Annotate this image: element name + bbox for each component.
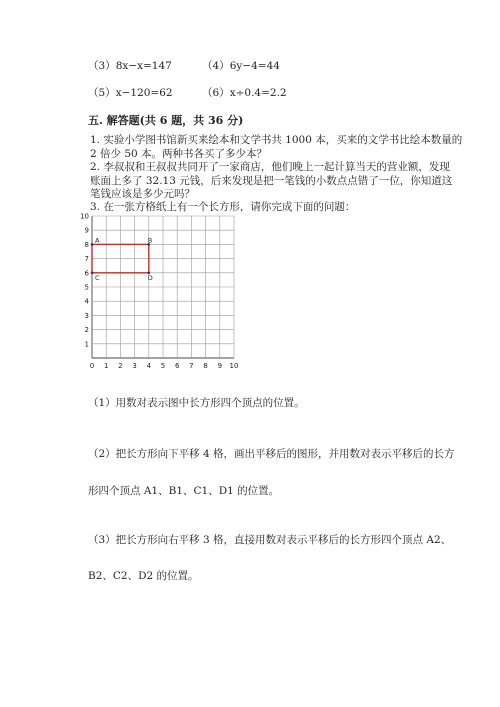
x-axis-tick-label: 5 <box>160 362 166 370</box>
x-axis-tick-label: 3 <box>132 362 137 370</box>
equation-6 <box>202 85 287 100</box>
x-axis-tick-label: 1 <box>103 362 109 370</box>
problem-3-line-1: 3. 在一张方格纸上有一个长方形，请你完成下面的问题： <box>90 201 356 213</box>
x-axis-tick-label: 9 <box>217 362 223 370</box>
problem-1 <box>90 134 463 161</box>
question-3-line-1: （3）把长方形向右平移 3 格，直接用数对表示平移后的长方形四个顶点 A2、 <box>88 534 452 546</box>
equation-expression: x−120=62 <box>115 87 173 99</box>
equation-3 <box>88 58 172 73</box>
problem-1-line-2: 2 倍少 50 本。两种书各买了多少本？ <box>90 147 268 160</box>
question-2-line-1: （2）把长方形向下平移 4 格，画出平移后的图形，并用数对表示平移后的长方 <box>88 448 455 460</box>
question-2-line-2: 形四个顶点 A1、B1、C1、D1 的位置。 <box>88 485 280 497</box>
equation-number: （3） <box>88 60 116 72</box>
equation-expression: 8x−x=147 <box>115 60 172 72</box>
x-axis-tick-label: 10 <box>229 362 239 370</box>
vertex-label: D <box>147 273 153 282</box>
section-title: 五. 解答题(共 6 题，共 36 分) <box>88 114 244 127</box>
equation-expression: 6y−4=44 <box>229 60 280 72</box>
vertex-point <box>91 243 94 246</box>
y-axis-tick-label: 1 <box>84 340 89 349</box>
x-axis-tick-label: 8 <box>203 362 208 370</box>
x-axis-tick-label: 7 <box>189 362 194 370</box>
equation-expression: x÷0.4=2.2 <box>229 87 287 99</box>
axis-labels <box>80 213 238 371</box>
y-axis-tick-label: 6 <box>84 269 89 278</box>
vertex-label: A <box>95 236 100 245</box>
x-axis-tick-label: 2 <box>118 362 123 370</box>
equation-5 <box>88 85 173 100</box>
y-axis-tick-label: 10 <box>80 212 89 221</box>
y-axis-tick-label: 7 <box>84 255 89 264</box>
question-1: （1）用数对表示图中长方形四个顶点的位置。 <box>88 397 305 409</box>
y-axis-tick-label: 3 <box>84 311 89 320</box>
equation-number: （6） <box>202 87 230 99</box>
vertex-label: C <box>95 273 100 282</box>
x-axis-tick-label: 4 <box>146 362 152 370</box>
equation-4 <box>202 58 280 73</box>
problem-1-line-1: 1. 实验小学图书馆新买来绘本和文学书共 1000 本，买来的文学书比绘本数量的 <box>90 134 463 146</box>
y-axis-tick-label: 4 <box>84 297 89 306</box>
problem-2-line-1: 2. 李叔叔和王叔叔共同开了一家商店，他们晚上一起计算当天的营业额，发现 <box>90 161 450 173</box>
y-axis-tick-label: 9 <box>84 226 89 235</box>
grid-lines <box>92 216 234 358</box>
equation-number: （4） <box>202 60 230 72</box>
vertex-label: B <box>147 236 153 245</box>
x-axis-tick-label: 6 <box>174 362 180 370</box>
y-axis-tick-label: 5 <box>84 283 89 292</box>
problem-3 <box>90 201 410 215</box>
y-axis-tick-label: 8 <box>84 240 89 249</box>
y-axis-tick-label: 2 <box>84 326 89 335</box>
question-3-line-2: B2、C2、D2 的位置。 <box>88 570 199 582</box>
problem-2-line-3: 笔钱应该是多少元吗？ <box>90 188 195 200</box>
problem-2 <box>90 161 453 202</box>
coordinate-grid-figure <box>78 212 248 378</box>
vertex-point <box>91 272 94 275</box>
equation-number: （5） <box>88 87 116 99</box>
rectangle-shape <box>91 236 153 281</box>
problem-2-line-2: 账面上多了 32.13 元钱，后来发现是把一笔钱的小数点点错了一位，你知道这 <box>90 174 453 187</box>
x-axis-tick-label: 0 <box>89 362 95 370</box>
